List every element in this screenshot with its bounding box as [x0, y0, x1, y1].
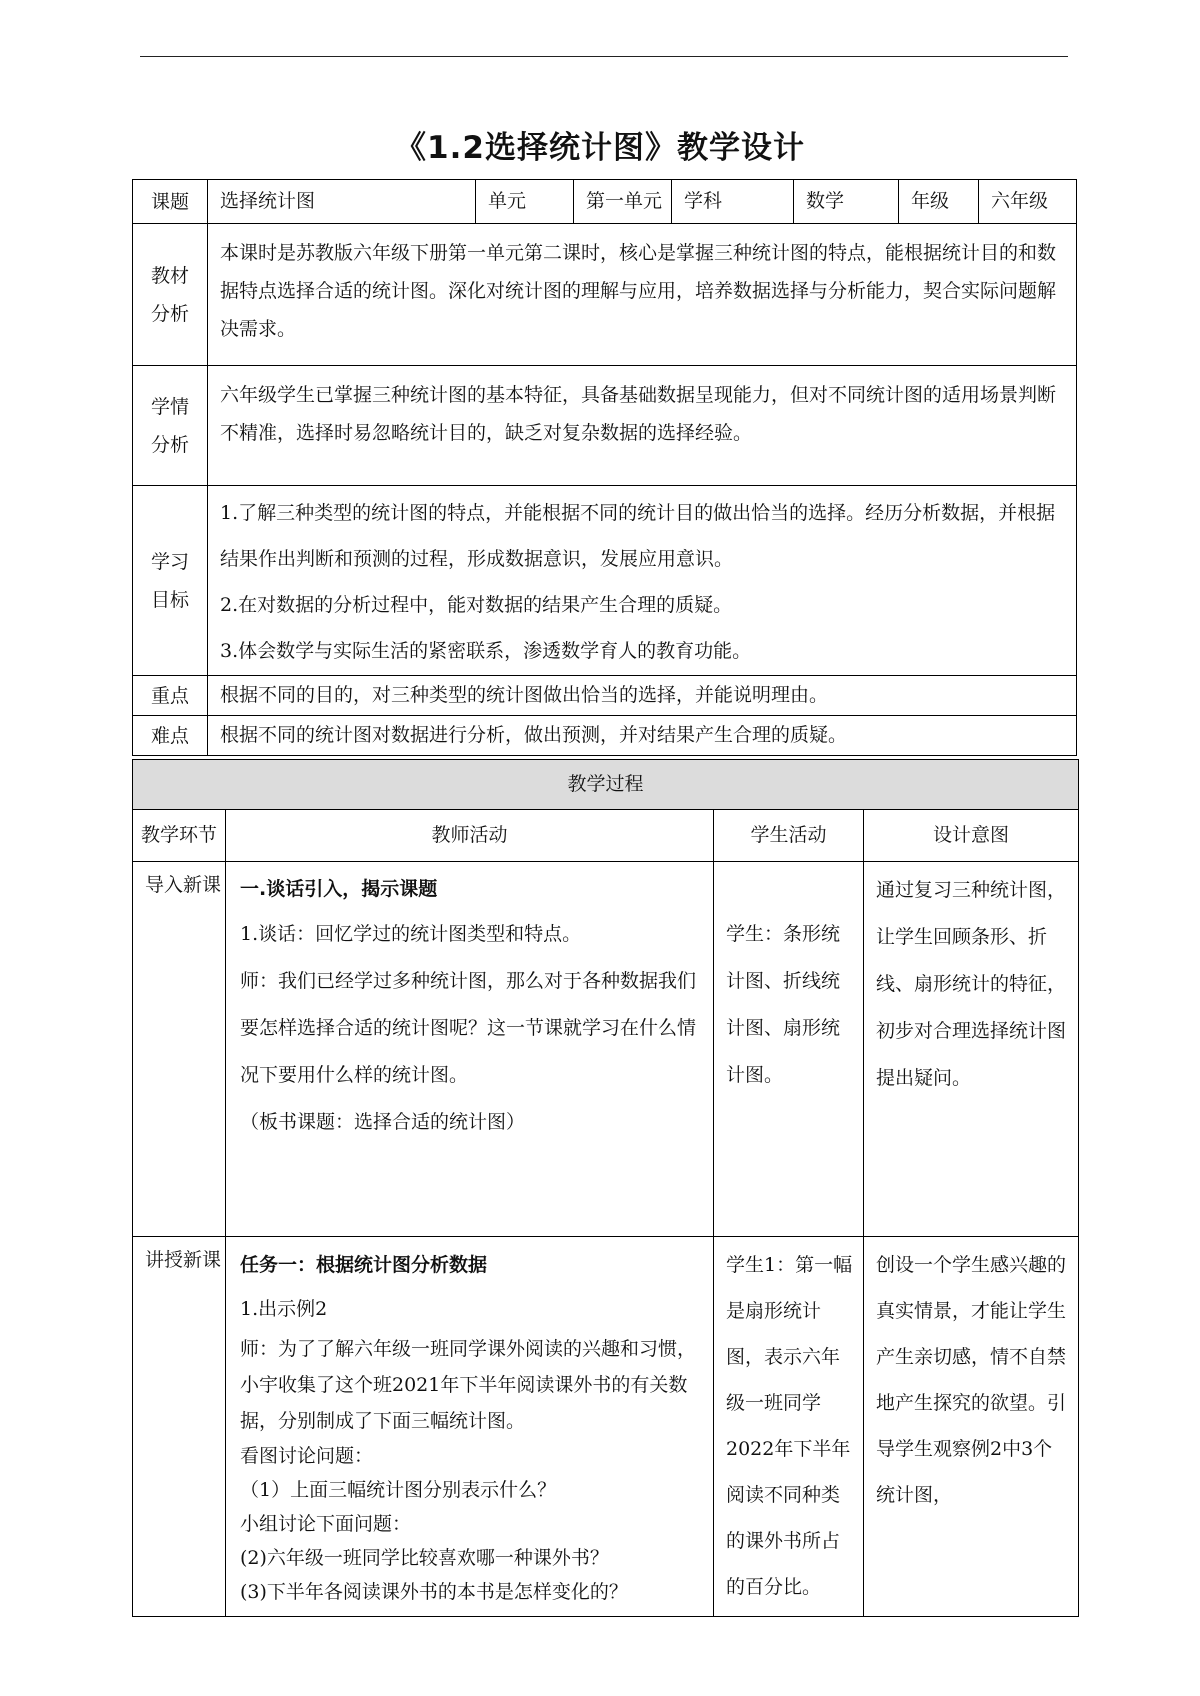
activity-line: (2)六年级一班同学比较喜欢哪一种课外书？ [240, 1547, 609, 1569]
process-row-intro [133, 862, 1079, 1237]
activity-heading: 一.谈话引入，揭示课题 [240, 878, 438, 900]
header-teacher: 教师活动 [226, 810, 714, 862]
page-title: 《1.2选择统计图》教学设计 [395, 130, 805, 166]
header-stage: 教学环节 [133, 810, 226, 862]
activity-heading: 任务一：根据统计图分析数据 [240, 1254, 488, 1276]
student-analysis-label: 学情分析 [133, 366, 208, 486]
difficulty-row [133, 716, 1077, 756]
activity-line: 师：为了了解六年级一班同学课外阅读的兴趣和习惯，小宇收集了这个班2021年下半年阅读课外书的有关数据，分别制成了下面三幅统计图。 [240, 1338, 697, 1432]
textbook-analysis-text: 本课时是苏教版六年级下册第一单元第二课时，核心是掌握三种统计图的特点，能根据统计目的和数据特点选择合适的统计图。深化对统计图的理解与应用，培养数据选择与分析能力，契合实际问题解决需求。 [208, 224, 1077, 366]
process-title: 教学过程 [133, 760, 1079, 810]
stage-cell: 导入新课 [133, 862, 226, 1237]
process-header-row [133, 810, 1079, 862]
teaching-process-table [132, 759, 1079, 1617]
goal-item: 3.体会数学与实际生活的紧密联系，渗透数学育人的教育功能。 [220, 640, 752, 662]
difficulty-text: 根据不同的统计图对数据进行分析，做出预测，并对结果产生合理的质疑。 [208, 716, 1077, 756]
subject-label: 学科 [672, 180, 794, 224]
activity-line: 小组讨论下面问题： [240, 1513, 412, 1535]
activity-line: （1）上面三幅统计图分别表示什么？ [240, 1479, 557, 1501]
teacher-activity-cell [226, 1237, 714, 1617]
process-row-teaching [133, 1237, 1079, 1617]
topic-label: 课题 [133, 180, 208, 224]
key-point-label: 重点 [133, 676, 208, 716]
activity-line: 看图讨论问题： [240, 1445, 374, 1467]
goal-item: 2.在对数据的分析过程中，能对数据的结果产生合理的质疑。 [220, 594, 733, 616]
student-activity-cell: 学生1：第一幅是扇形统计图，表示六年级一班同学2022年下半年阅读不同种类的课外书所占的百分比。 [714, 1237, 864, 1617]
learning-goals-row [133, 486, 1077, 676]
key-point-text: 根据不同的目的，对三种类型的统计图做出恰当的选择，并能说明理由。 [208, 676, 1077, 716]
subject-value: 数学 [794, 180, 899, 224]
activity-line: 师：我们已经学过多种统计图，那么对于各种数据我们要怎样选择合适的统计图呢？这一节课就学习在什么情况下要用什么样的统计图。 [240, 970, 697, 1086]
design-intent-cell: 创设一个学生感兴趣的真实情景，才能让学生产生亲切感，情不自禁地产生探究的欲望。引导学生观察例2中3个统计图， [864, 1237, 1079, 1617]
key-point-row [133, 676, 1077, 716]
unit-value: 第一单元 [574, 180, 672, 224]
activity-line: 1.出示例2 [240, 1298, 328, 1320]
process-title-row [133, 760, 1079, 810]
learning-goals-text [208, 486, 1077, 676]
grade-value: 六年级 [979, 180, 1077, 224]
activity-line: 1.谈话：回忆学过的统计图类型和特点。 [240, 923, 582, 945]
unit-label: 单元 [476, 180, 574, 224]
student-analysis-row [133, 366, 1077, 486]
lesson-info-table [132, 179, 1077, 756]
learning-goals-label: 学习目标 [133, 486, 208, 676]
student-activity-cell: 学生：条形统计图、折线统计图、扇形统计图。 [714, 862, 864, 1237]
student-analysis-text: 六年级学生已掌握三种统计图的基本特征，具备基础数据呈现能力，但对不同统计图的适用场景判断不精准，选择时易忽略统计目的，缺乏对复杂数据的选择经验。 [208, 366, 1077, 486]
grade-label: 年级 [899, 180, 979, 224]
header-intent: 设计意图 [864, 810, 1079, 862]
info-row [133, 180, 1077, 224]
goal-item: 1.了解三种类型的统计图的特点，并能根据不同的统计目的做出恰当的选择。经历分析数据，并根据结果作出判断和预测的过程，形成数据意识，发展应用意识。 [220, 502, 1056, 570]
teacher-activity-cell [226, 862, 714, 1237]
header-student: 学生活动 [714, 810, 864, 862]
design-intent-cell: 通过复习三种统计图，让学生回顾条形、折线、扇形统计的特征，初步对合理选择统计图提出疑问。 [864, 862, 1079, 1237]
stage-cell: 讲授新课 [133, 1237, 226, 1617]
textbook-analysis-label: 教材分析 [133, 224, 208, 366]
textbook-analysis-row [133, 224, 1077, 366]
difficulty-label: 难点 [133, 716, 208, 756]
activity-line: (3)下半年各阅读课外书的本书是怎样变化的？ [240, 1581, 628, 1603]
activity-line: （板书课题：选择合适的统计图） [240, 1111, 526, 1133]
topic-value: 选择统计图 [208, 180, 476, 224]
header-rule [140, 56, 1068, 57]
